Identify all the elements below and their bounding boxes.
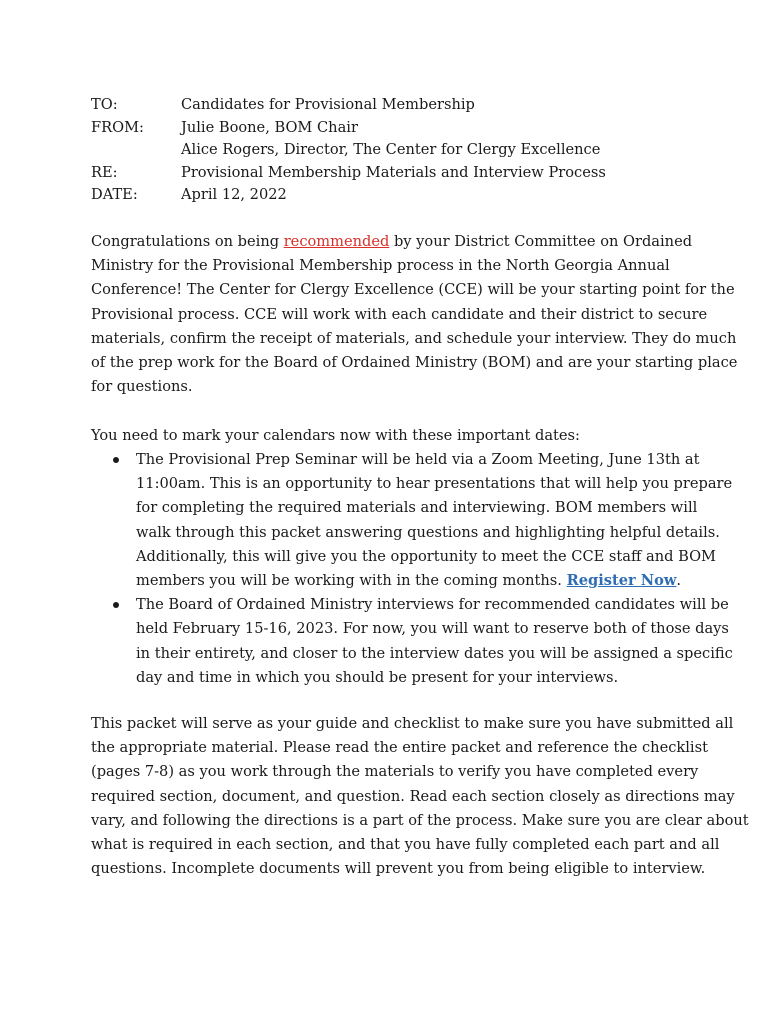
memo-to-label: TO: <box>91 96 118 113</box>
memo-from-row <box>91 117 606 140</box>
intro-line-3: Conference! The Center for Clergy Excellence (CCE) will be your starting point for the <box>91 281 735 299</box>
packet-line-5: vary, and following the directions is a part of the process. Make sure you are clear about <box>91 811 749 829</box>
memo-from-row-2 <box>91 139 606 162</box>
register-now-link[interactable]: Register Now <box>566 572 677 590</box>
list-item: The Provisional Prep Seminar will be held via a Zoom Meeting, June 13th at 11:00am. This is an opportunity to hear presentations that will help you prepare for completing the required materials and interviewing. BOM members will walk through this packet answering questions and highlighting helpful details. Additionally, this will give you the opportunity to meet the CCE staff and BOM members you will be working with in the coming months. Register Now. <box>91 448 691 593</box>
memo-from-label: FROM: <box>91 118 144 136</box>
memo-to-value: Candidates for Provisional Membership <box>181 96 475 113</box>
recommended-highlight: recommended <box>283 233 390 250</box>
intro-line-7: for questions. <box>91 378 193 396</box>
memo-re-label: RE: <box>91 163 118 181</box>
memo-date-value: April 12, 2022 <box>181 186 287 203</box>
dates-heading: You need to mark your calendars now with these important dates: <box>91 427 580 444</box>
packet-line-3: (pages 7-8) as you work through the materials to verify you have completed every <box>91 763 699 781</box>
list-item: The Board of Ordained Ministry interviews for recommended candidates will be held February 15-16, 2023. For now, you will want to reserve both of those days in their entirety, and closer to the interview dates you will be assigned a specific day and time in which you should be present for your interviews. <box>91 593 691 690</box>
memo-re-value: Provisional Membership Materials and Interview Process <box>181 163 606 181</box>
packet-line-4: required section, document, and question. Read each section closely as directions may <box>91 787 735 805</box>
memo-re-row <box>91 162 606 185</box>
packet-line-6: what is required in each section, and that you have fully completed each part and all <box>91 836 720 854</box>
packet-line-7: questions. Incomplete documents will prevent you from being eligible to interview. <box>91 860 706 878</box>
intro-line-2: Ministry for the Provisional Membership process in the North Georgia Annual <box>91 257 670 275</box>
intro-line-4: Provisional process. CCE will work with each candidate and their district to secure <box>91 305 708 323</box>
memo-from-value-1: Julie Boone, BOM Chair <box>181 118 358 136</box>
memo-date-row <box>91 184 606 207</box>
bullet-icon <box>113 602 119 608</box>
packet-line-1: This packet will serve as your guide and checklist to make sure you have submitted all <box>91 715 734 732</box>
memo-header <box>91 94 606 207</box>
packet-line-2: the appropriate material. Please read the entire packet and reference the checklist <box>91 739 708 757</box>
intro-line-6: of the prep work for the Board of Ordained Ministry (BOM) and are your starting place <box>91 354 738 372</box>
intro-line-1: Congratulations on being recommended by your District Committee on Ordained <box>91 233 693 250</box>
bullet-icon <box>113 457 119 463</box>
dates-list <box>91 448 733 690</box>
memo-date-label: DATE: <box>91 186 138 203</box>
memo-to-row <box>91 94 606 117</box>
memo-from-value-2: Alice Rogers, Director, The Center for Clergy Excellence <box>181 141 601 158</box>
intro-paragraph <box>91 230 738 399</box>
intro-line-5: materials, confirm the receipt of materials, and schedule your interview. They do much <box>91 329 737 347</box>
packet-paragraph <box>91 712 749 881</box>
